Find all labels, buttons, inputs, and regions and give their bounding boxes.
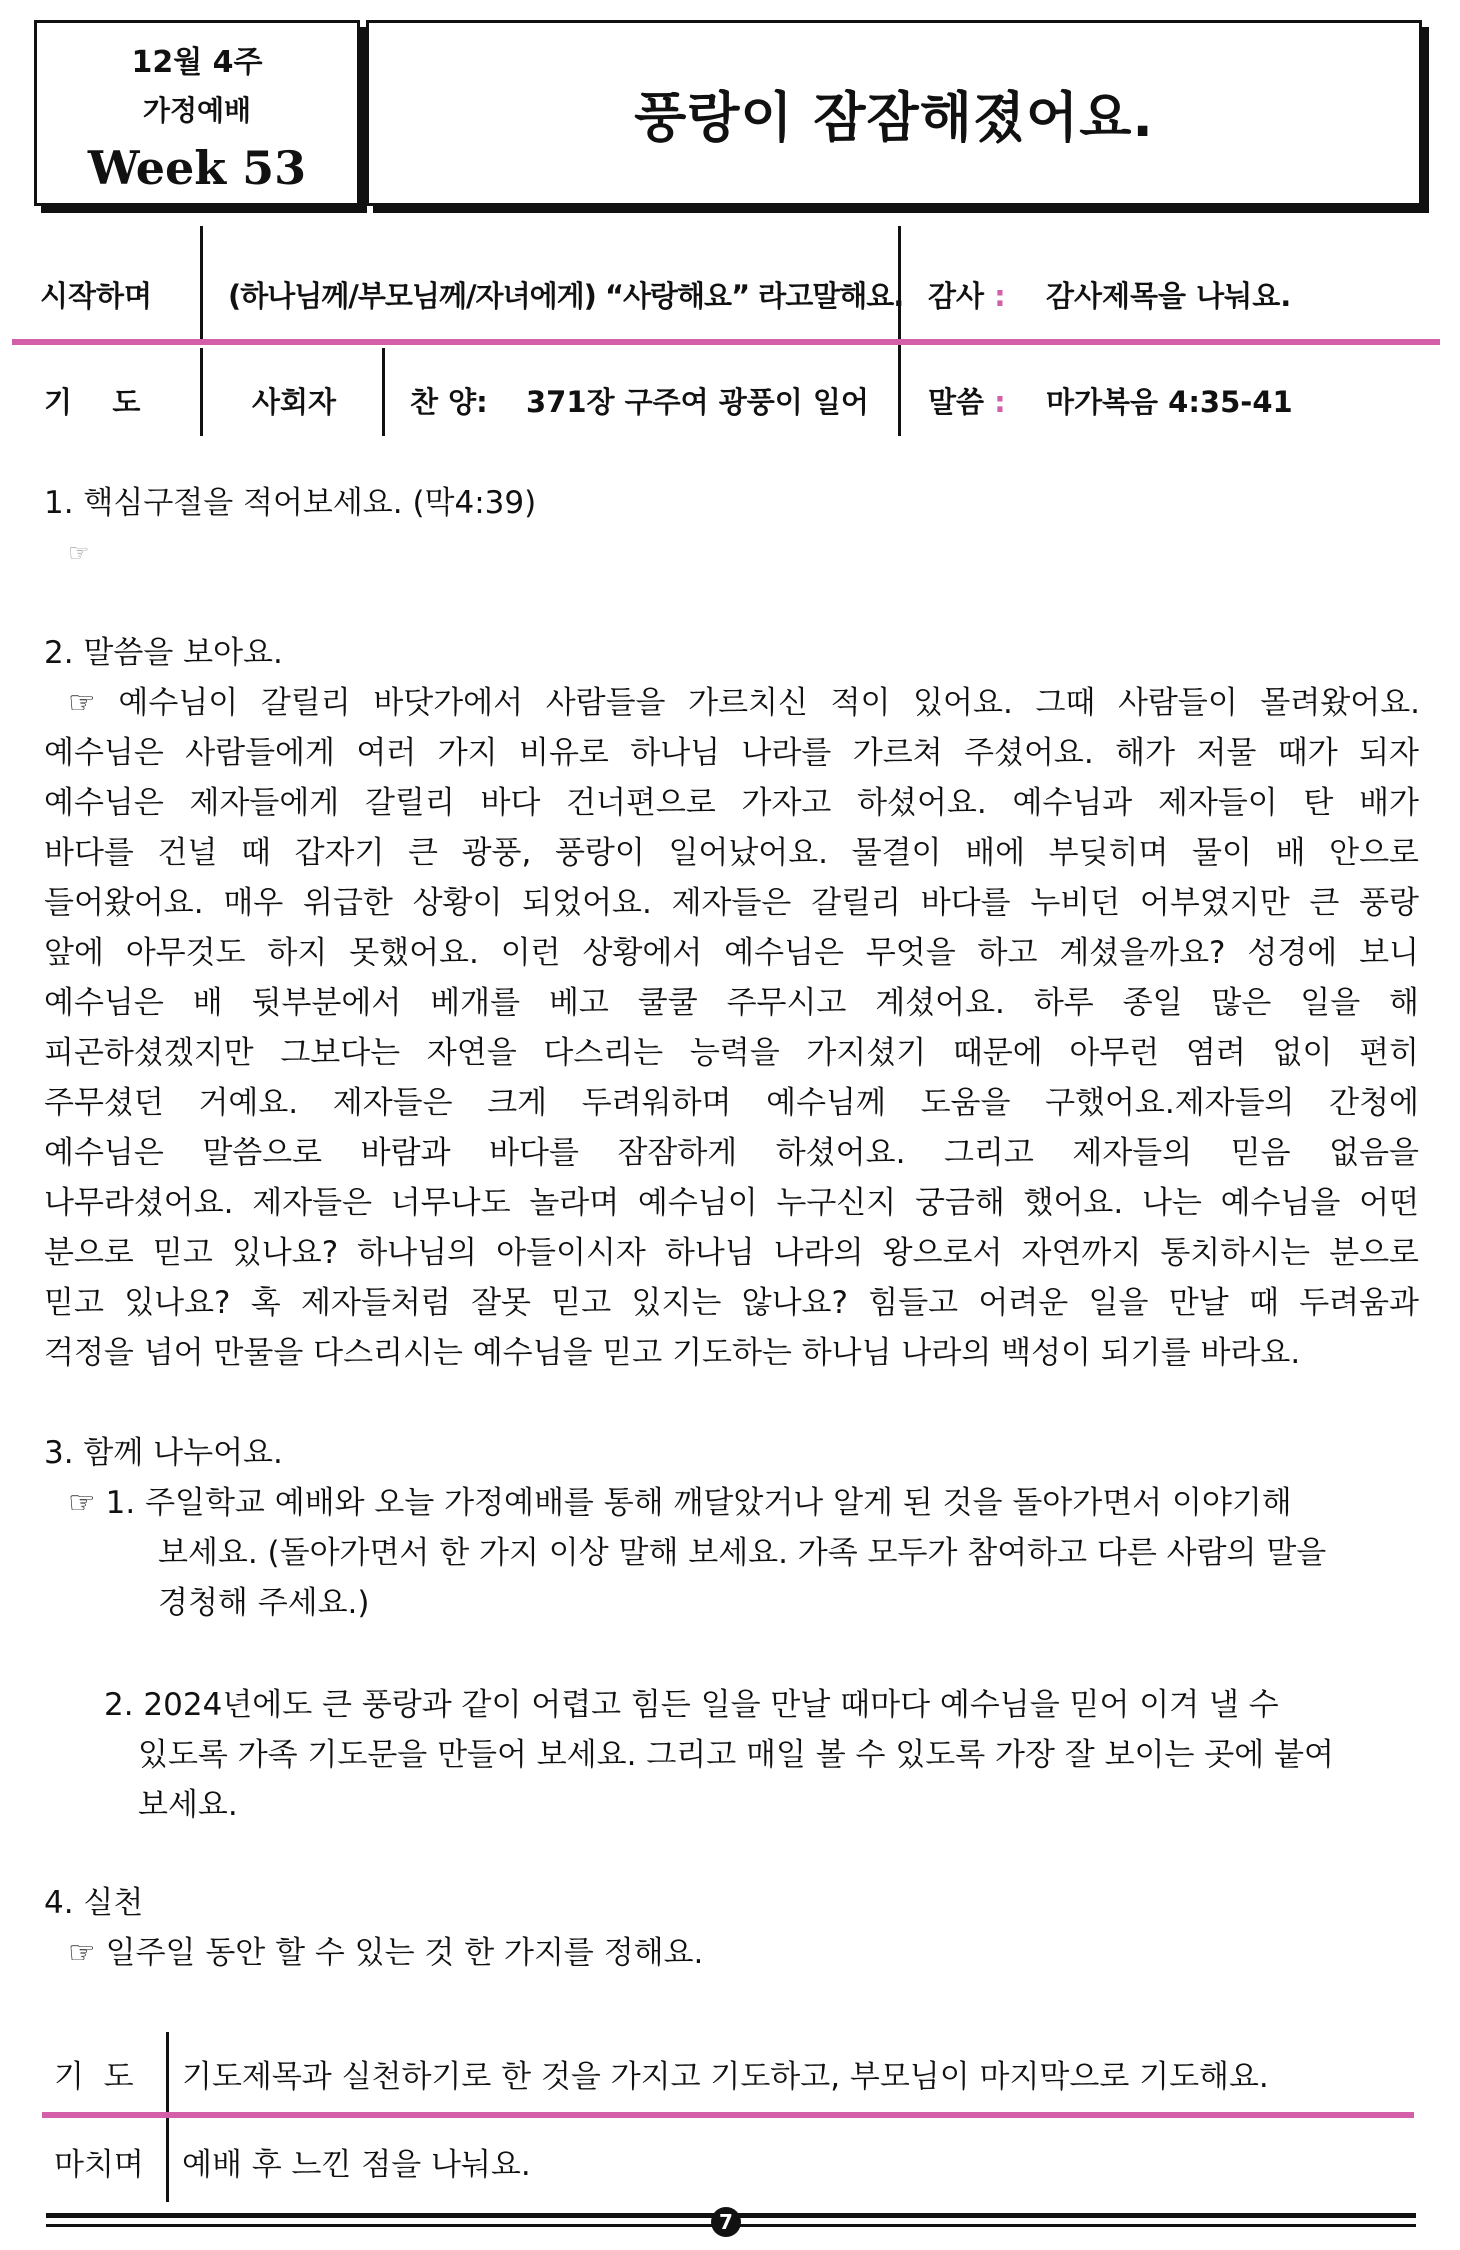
passage-line: 분으로 믿고 있나요? 하나님의 아들이시자 하나님 나라의 왕으로서 자연까지 통치하시는 분으로 xyxy=(44,1235,1419,1271)
week-info-box xyxy=(34,20,360,206)
question-line: 보세요. xyxy=(138,1787,238,1823)
word-label: 말씀 : xyxy=(928,385,1006,419)
passage-line: 걱정을 넘어 만물을 다스리시는 예수님을 믿고 기도하는 하나님 나라의 백성이 되기를 바라요. xyxy=(44,1335,1301,1371)
start-text: (하나님께/부모님께/자녀에게) “사랑해요” 라고말해요. xyxy=(228,279,904,313)
passage-line: 피곤하셨겠지만 그보다는 자연을 다스리는 능력을 가지셨기 때문에 아무런 염려 없이 편히 xyxy=(44,1035,1419,1071)
start-label: 시작하며 xyxy=(40,279,153,313)
section2-title: 2. 말씀을 보아요. xyxy=(44,635,283,671)
worship-type: 가정예배 xyxy=(142,94,252,127)
passage-line: 예수님은 사람들에게 여러 가지 비유로 하나님 나라를 가르쳐 주셨어요. 해가 저물 때가 되자 xyxy=(44,735,1419,771)
week-date: 12월 4주 xyxy=(131,45,263,80)
page-number: 7 xyxy=(711,2207,741,2237)
hymn-label: 찬 양: xyxy=(410,385,488,419)
week-number: Week 53 xyxy=(87,141,307,195)
passage-line: 주무셨던 거예요. 제자들은 크게 두려워하며 예수님께 도움을 구했어요.제자들의 간청에 xyxy=(44,1085,1419,1121)
divider xyxy=(200,226,203,342)
pointing-hand-icon: ☞ xyxy=(68,539,90,567)
passage-line: 나무라셨어요. 제자들은 너무나도 놀라며 예수님이 누구신지 궁금해 했어요. 나는 예수님을 어떤 xyxy=(44,1185,1419,1221)
leader-text: 사회자 xyxy=(252,385,337,419)
closing-prayer-label: 기 도 xyxy=(54,2059,134,2095)
scripture-reference: 마가복음 4:35-41 xyxy=(1046,385,1293,419)
closing-end-text: 예배 후 느낀 점을 나눠요. xyxy=(182,2147,531,2183)
question-line: ☞ 1. 주일학교 예배와 오늘 가정예배를 통해 깨달았거나 알게 된 것을 돌아가면서 이야기해 xyxy=(68,1485,1292,1521)
page-title: 풍랑이 잠잠해졌어요. xyxy=(634,85,1154,149)
pink-divider xyxy=(42,2112,1414,2118)
section3-title: 3. 함께 나누어요. xyxy=(44,1435,283,1471)
passage-line: ☞ 예수님이 갈릴리 바닷가에서 사람들을 가르치신 적이 있어요. 그때 사람들이 몰려왔어요. xyxy=(68,685,1420,721)
divider xyxy=(382,348,385,436)
passage-line: 믿고 있나요? 혹 제자들처럼 잘못 믿고 있지는 않나요? 힘들고 어려운 일을 만날 때 두려움과 xyxy=(44,1285,1419,1321)
passage-line: 예수님은 배 뒷부분에서 베개를 베고 쿨쿨 주무시고 계셨어요. 하루 종일 많은 일을 해 xyxy=(44,985,1419,1021)
passage-line: 예수님은 말씀으로 바람과 바다를 잠잠하게 하셨어요. 그리고 제자들의 믿음 없음을 xyxy=(44,1135,1419,1171)
closing-prayer-text: 기도제목과 실천하기로 한 것을 가지고 기도하고, 부모님이 마지막으로 기도해요. xyxy=(182,2059,1269,2095)
title-box xyxy=(366,20,1422,206)
closing-end-label: 마치며 xyxy=(54,2147,144,2183)
passage-line: 들어왔어요. 매우 위급한 상황이 되었어요. 제자들은 갈릴리 바다를 누비던 어부였지만 큰 풍랑 xyxy=(44,885,1419,921)
question-line: 보세요. (돌아가면서 한 가지 이상 말해 보세요. 가족 모두가 참여하고 다른 사람의 말을 xyxy=(158,1535,1327,1571)
divider xyxy=(898,226,901,436)
question-line: 경청해 주세요.) xyxy=(158,1585,370,1621)
section4-title: 4. 실천 xyxy=(44,1885,144,1921)
thanks-text: 감사제목을 나눠요. xyxy=(1046,279,1292,313)
practice-text: ☞ 일주일 동안 할 수 있는 것 한 가지를 정해요. xyxy=(68,1935,704,1971)
question-line: 있도록 가족 기도문을 만들어 보세요. 그리고 매일 볼 수 있도록 가장 잘 보이는 곳에 붙여 xyxy=(138,1737,1334,1773)
pink-divider xyxy=(12,339,1440,345)
thanks-label: 감사 : xyxy=(928,279,1006,313)
passage-line: 예수님은 제자들에게 갈릴리 바다 건너편으로 가자고 하셨어요. 예수님과 제자들이 탄 배가 xyxy=(44,785,1419,821)
prayer-label: 기 도 xyxy=(44,385,141,419)
section1-title: 1. 핵심구절을 적어보세요. (막4:39) xyxy=(44,485,537,521)
divider xyxy=(200,348,203,436)
hymn-text: 371장 구주여 광풍이 일어 xyxy=(526,385,869,419)
passage-line: 바다를 건널 때 갑자기 큰 광풍, 풍랑이 일어났어요. 물결이 배에 부딪히며 물이 배 안으로 xyxy=(44,835,1419,871)
question-line: 2. 2024년에도 큰 풍랑과 같이 어렵고 힘든 일을 만날 때마다 예수님을 믿어 이겨 낼 수 xyxy=(104,1687,1279,1723)
passage-line: 앞에 아무것도 하지 못했어요. 이런 상황에서 예수님은 무엇을 하고 계셨을까요? 성경에 보니 xyxy=(44,935,1419,971)
